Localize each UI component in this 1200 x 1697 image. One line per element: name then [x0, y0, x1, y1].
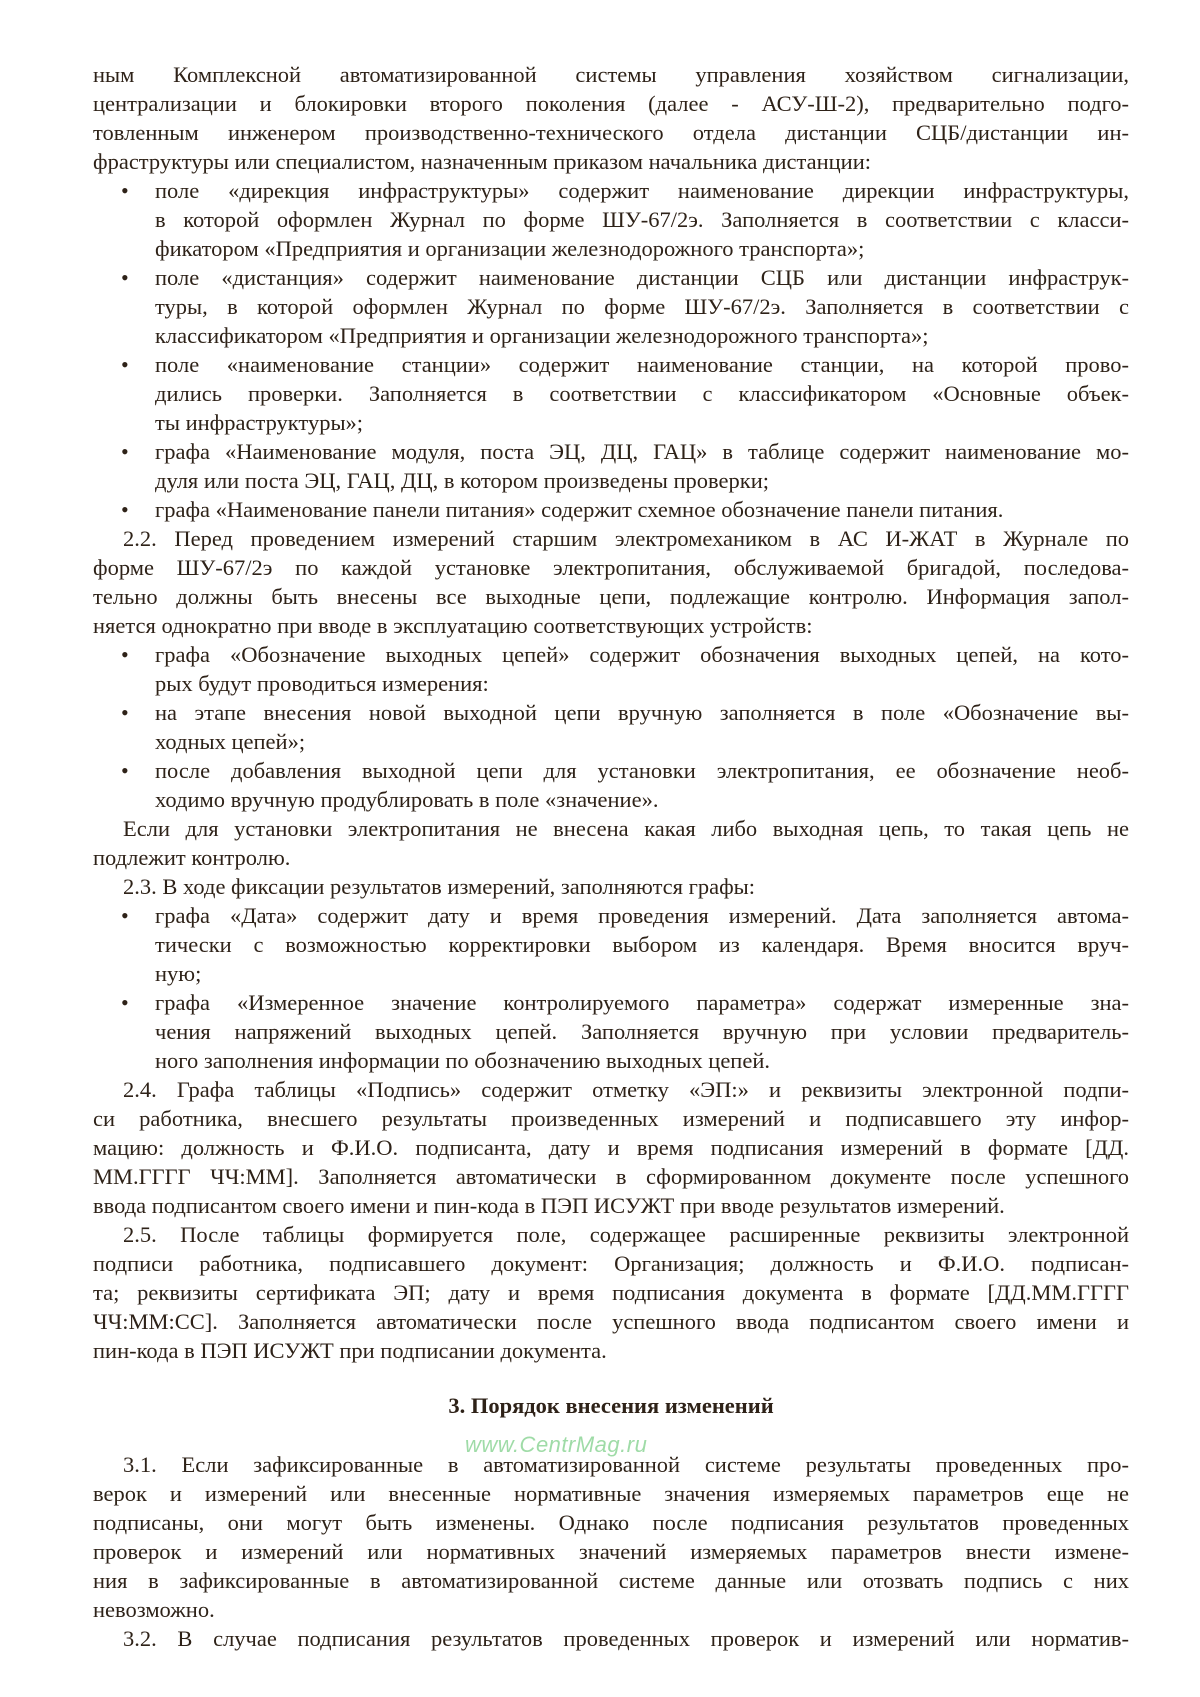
- bullet-icon: •: [121, 439, 129, 464]
- list-item-text: ную;: [155, 961, 202, 986]
- bullet-icon: •: [121, 352, 129, 377]
- text-line: верок и измерений или внесенные нормативные значения измеряемых параметров еще не: [93, 1481, 1129, 1506]
- paragraph-2-3: 2.3. В ходе фиксации результатов измерений, заполняются графы:: [123, 874, 756, 899]
- list-item-text: дились проверки. Заполняется в соответствии с классификатором «Основные объек-: [155, 381, 1129, 406]
- text-line: форме ШУ-67/2э по каждой установке электропитания, обслуживаемой бригадой, последова-: [93, 555, 1129, 580]
- list-item-line: [93, 495, 1129, 524]
- text-line: няется однократно при вводе в эксплуатацию соответствующих устройств:: [93, 613, 813, 638]
- text-line: 2.4. Графа таблицы «Подпись» содержит отметку «ЭП:» и реквизиты электронной подпи-: [123, 1077, 1129, 1102]
- list-item-line: [93, 901, 1129, 930]
- text-line: фраструктуры или специалистом, назначенным приказом начальника дистанции:: [93, 149, 871, 174]
- list-item-text: в которой оформлен Журнал по форме ШУ-67/2э. Заполняется в соответствии с класси-: [155, 207, 1129, 232]
- list-item-text: туры, в которой оформлен Журнал по форме ШУ-67/2э. Заполняется в соответствии с: [155, 294, 1129, 319]
- list-item-line: [93, 408, 1129, 437]
- list-item-line: [93, 698, 1129, 727]
- list-item-text: дуля или поста ЭЦ, ГАЦ, ДЦ, в котором произведены проверки;: [155, 468, 769, 493]
- text-line: си работника, внесшего результаты произведенных измерений и подписавшего эту инфор-: [93, 1106, 1129, 1131]
- list-item: [93, 495, 1129, 524]
- list-item-text: графа «Дата» содержит дату и время проведения измерений. Дата заполняется автома-: [155, 903, 1129, 928]
- list-item-text: после добавления выходной цепи для установки электропитания, ее обозначение необ-: [155, 758, 1129, 783]
- list-item-line: [93, 785, 1129, 814]
- bullet-icon: •: [121, 700, 129, 725]
- bullet-icon: •: [121, 758, 129, 783]
- list-item-text: графа «Обозначение выходных цепей» содержит обозначения выходных цепей, на кото-: [155, 642, 1129, 667]
- bullet-icon: •: [121, 497, 129, 522]
- text-line: товленным инженером производственно-технического отдела дистанции СЦБ/дистанции ин-: [93, 120, 1129, 145]
- list-item-text: поле «дистанция» содержит наименование дистанции СЦБ или дистанции инфраструк-: [155, 265, 1129, 290]
- text-line: ММ.ГГГГ ЧЧ:ММ]. Заполняется автоматически в сформированном документе после успешного: [93, 1164, 1129, 1189]
- text-line: пин-кода в ПЭП ИСУЖТ при подписании документа.: [93, 1338, 607, 1363]
- list-item-line: [93, 1017, 1129, 1046]
- list-item: [93, 756, 1129, 814]
- bullet-icon: •: [121, 265, 129, 290]
- list-item-text: графа «Наименование модуля, поста ЭЦ, ДЦ, ГАЦ» в таблице содержит наименование мо-: [155, 439, 1129, 464]
- text-line: тельно должны быть внесены все выходные цепи, подлежащие контролю. Информация запол-: [93, 584, 1129, 609]
- list-item-line: [93, 437, 1129, 466]
- list-item-line: [93, 379, 1129, 408]
- list-item-line: [93, 669, 1129, 698]
- list-item-text: графа «Измеренное значение контролируемого параметра» содержат измеренные зна-: [155, 990, 1129, 1015]
- paragraph-3-2: 3.2. В случае подписания результатов проведенных проверок и измерений или норматив-: [123, 1626, 1129, 1651]
- list-item-text: на этапе внесения новой выходной цепи вручную заполняется в поле «Обозначение вы-: [155, 700, 1129, 725]
- intro-paragraph: [93, 60, 1129, 176]
- list-item-text: поле «наименование станции» содержит наименование станции, на которой прово-: [155, 352, 1129, 377]
- list-item-text: тически с возможностью корректировки выбором из календаря. Время вносится вруч-: [155, 932, 1129, 957]
- list-item: [93, 176, 1129, 263]
- list-item: [93, 350, 1129, 437]
- bullet-list-measurements: [93, 901, 1129, 1075]
- text-line: 3.1. Если зафиксированные в автоматизированной системе результаты проведенных про-: [123, 1452, 1129, 1477]
- text-line: невозможно.: [93, 1597, 215, 1622]
- list-item-line: [93, 292, 1129, 321]
- list-item-line: [93, 234, 1129, 263]
- text-line: ЧЧ:ММ:СС]. Заполняется автоматически после успешного ввода подписантом своего имени и: [93, 1309, 1129, 1334]
- text-line: та; реквизиты сертификата ЭП; дату и время подписания документа в формате [ДД.ММ.ГГГГ: [93, 1280, 1129, 1305]
- text-line: ным Комплексной автоматизированной системы управления хозяйством сигнализации,: [93, 62, 1129, 87]
- list-item-text: рых будут проводиться измерения:: [155, 671, 489, 696]
- bullet-icon: •: [121, 903, 129, 928]
- bullet-icon: •: [121, 990, 129, 1015]
- list-item-text: фикатором «Предприятия и организации железнодорожного транспорта»;: [155, 236, 865, 261]
- list-item-text: чения напряжений выходных цепей. Заполняется вручную при условии предваритель-: [155, 1019, 1129, 1044]
- bullet-list-output-circuits: [93, 640, 1129, 814]
- text-line: мацию: должность и Ф.И.О. подписанта, дату и время подписания измерений в формате [ДД.: [93, 1135, 1129, 1160]
- section-3-heading: 3. Порядок внесения изменений: [448, 1393, 774, 1418]
- list-item-line: [93, 263, 1129, 292]
- document-page: [93, 60, 1129, 1653]
- paragraph-3-1: [93, 1450, 1129, 1624]
- list-item-text: поле «дирекция инфраструктуры» содержит наименование дирекции инфраструктуры,: [155, 178, 1129, 203]
- text-line: подписи работника, подписавшего документ: Организация; должность и Ф.И.О. подписан-: [93, 1251, 1129, 1276]
- list-item: [93, 901, 1129, 988]
- list-item: [93, 437, 1129, 495]
- text-line: подписаны, они могут быть изменены. Однако после подписания результатов проведенных: [93, 1510, 1129, 1535]
- list-item-line: [93, 930, 1129, 959]
- list-item-text: классификатором «Предприятия и организации железнодорожного транспорта»;: [155, 323, 929, 348]
- paragraph-2-5: [93, 1220, 1129, 1365]
- list-item-line: [93, 756, 1129, 785]
- list-item-line: [93, 350, 1129, 379]
- list-item: [93, 698, 1129, 756]
- list-item: [93, 640, 1129, 698]
- list-item-line: [93, 1046, 1129, 1075]
- text-line: ния в зафиксированные в автоматизированной системе данные или отозвать подпись с них: [93, 1568, 1129, 1593]
- list-item-line: [93, 321, 1129, 350]
- list-item-line: [93, 959, 1129, 988]
- paragraph-2-4: [93, 1075, 1129, 1220]
- text-line: подлежит контролю.: [93, 845, 291, 870]
- text-line: 2.2. Перед проведением измерений старшим электромехаником в АС И-ЖАТ в Журнале по: [123, 526, 1129, 551]
- list-item-text: графа «Наименование панели питания» содержит схемное обозначение панели питания.: [155, 497, 1004, 522]
- list-item-text: ходных цепей»;: [155, 729, 306, 754]
- list-item-line: [93, 466, 1129, 495]
- text-line: 2.5. После таблицы формируется поле, содержащее расширенные реквизиты электронной: [123, 1222, 1129, 1247]
- paragraph-2-2: [93, 524, 1129, 640]
- text-line: проверок и измерений или нормативных значений измеряемых параметров внести измене-: [93, 1539, 1129, 1564]
- list-item-line: [93, 205, 1129, 234]
- list-item-line: [93, 988, 1129, 1017]
- note-paragraph: [93, 814, 1129, 872]
- list-item-text: ты инфраструктуры»;: [155, 410, 364, 435]
- watermark: www.CentrMag.ru: [465, 1432, 648, 1457]
- list-item-line: [93, 176, 1129, 205]
- bullet-icon: •: [121, 642, 129, 667]
- bullet-list-fields: [93, 176, 1129, 524]
- list-item: [93, 263, 1129, 350]
- text-line: Если для установки электропитания не внесена какая либо выходная цепь, то такая цепь не: [123, 816, 1129, 841]
- text-line: централизации и блокировки второго поколения (далее - АСУ-Ш-2), предварительно подго-: [93, 91, 1129, 116]
- text-line: ввода подписантом своего имени и пин-кода в ПЭП ИСУЖТ при вводе результатов измерений.: [93, 1193, 1005, 1218]
- list-item: [93, 988, 1129, 1075]
- bullet-icon: •: [121, 178, 129, 203]
- list-item-text: ного заполнения информации по обозначению выходных цепей.: [155, 1048, 770, 1073]
- list-item-line: [93, 640, 1129, 669]
- list-item-text: ходимо вручную продублировать в поле «значение».: [155, 787, 659, 812]
- list-item-line: [93, 727, 1129, 756]
